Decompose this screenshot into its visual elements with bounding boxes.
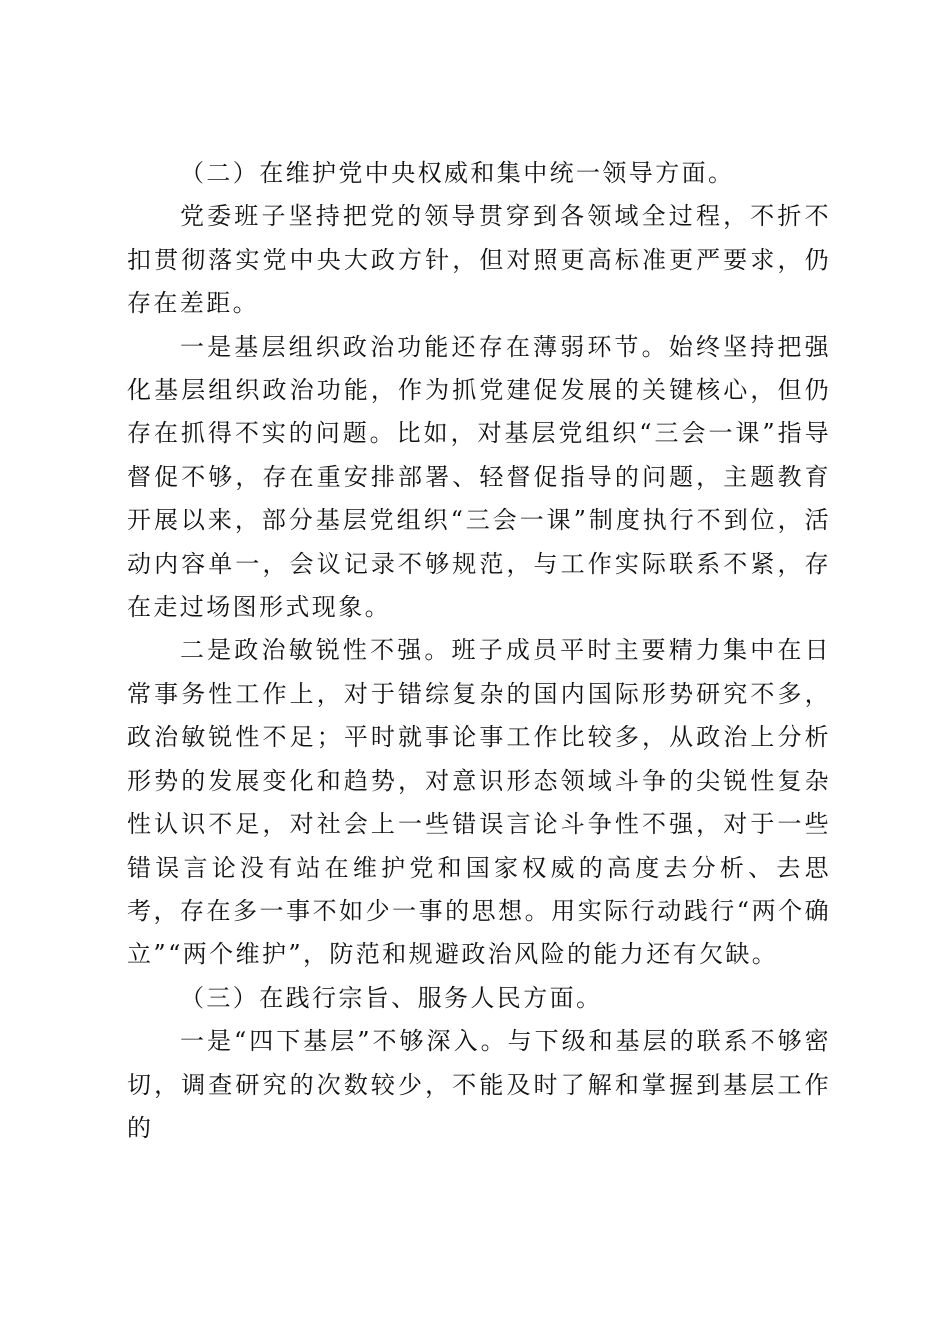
section-heading-2: （二）在维护党中央权威和集中统一领导方面。 xyxy=(180,159,735,187)
paragraph-point-2: 二是政治敏锐性不强。班子成员平时主要精力集中在日常事务性工作上，对于错综复杂的国内国际形势研究不多，政治敏锐性不足；平时就事论事工作比较多，从政治上分析形势的发展变化和趋势，对意识形态领域斗争的尖锐性复杂性认识不足，对社会上一些错误言论斗争性不强，对于一些错误言论没有站在维护党和国家权威的高度去分析、去思考，存在多一事不如少一事的思想。用实际行动践行“两个确立”“两个维护”，防范和规避政治风险的能力还有欠缺。 xyxy=(127,636,831,969)
paragraph-point-1: 一是基层组织政治功能还存在薄弱环节。始终坚持把强化基层组织政治功能，作为抓党建促发展的关键核心，但仍存在抓得不实的问题。比如，对基层党组织“三会一课”指导督促不够，存在重安排部署、轻督促指导的问题，主题教育开展以来，部分基层党组织“三会一课”制度执行不到位，活动内容单一，会议记录不够规范，与工作实际联系不紧，存在走过场图形式现象。 xyxy=(127,332,831,622)
document-body xyxy=(127,152,831,1150)
section-heading-3: （三）在践行宗旨、服务人民方面。 xyxy=(180,983,603,1012)
paragraph-point-3: 一是“四下基层”不够深入。与下级和基层的联系不够密切，调查研究的次数较少，不能及时了解和掌握到基层工作的 xyxy=(127,1027,831,1142)
paragraph-intro: 党委班子坚持把党的领导贯穿到各领域全过程，不折不扣贯彻落实党中央大政方针，但对照更高标准更严要求，仍存在差距。 xyxy=(127,202,831,318)
